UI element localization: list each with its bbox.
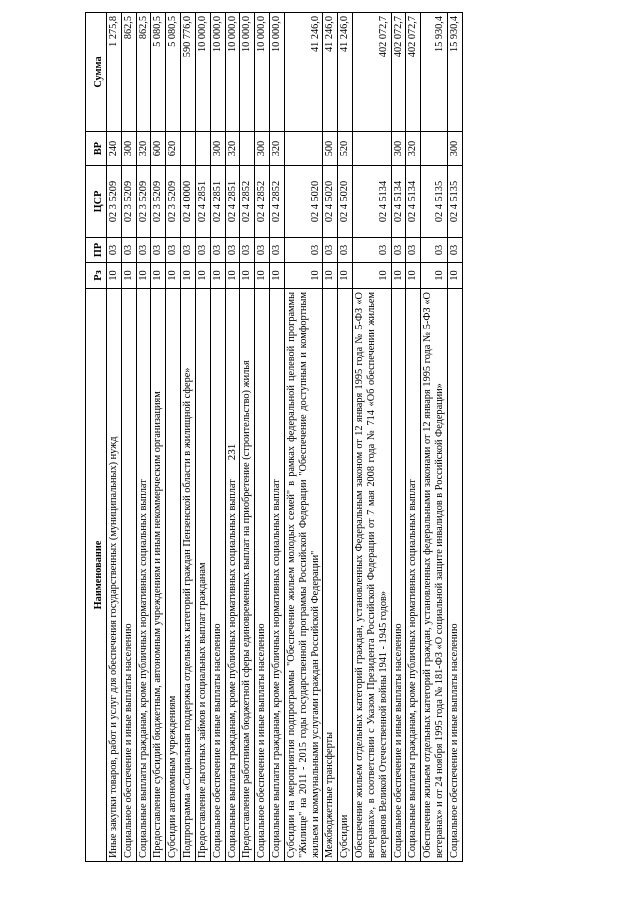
cell-name: Межбюджетные трансферты (323, 289, 338, 862)
cell-pr: 03 (121, 238, 136, 263)
table-row (195, 13, 210, 862)
cell-vr: 300 (210, 132, 225, 166)
budget-table (85, 12, 463, 862)
cell-pr: 03 (107, 238, 122, 263)
table-row (338, 13, 353, 862)
table-row (353, 13, 391, 862)
cell-rz: 10 (166, 263, 181, 289)
cell-name: Социальное обеспечение и иные выплаты населению (121, 289, 136, 862)
table-row (255, 13, 270, 862)
cell-pr: 03 (240, 238, 255, 263)
table-row (210, 13, 225, 862)
header-csr: ЦСР (86, 166, 107, 238)
cell-name: Социальное обеспечение и иные выплаты населению (447, 289, 462, 862)
cell-vr: 320 (270, 132, 285, 166)
cell-rz: 10 (447, 263, 462, 289)
table-row (240, 13, 255, 862)
cell-pr: 03 (406, 238, 421, 263)
cell-vr: 620 (166, 132, 181, 166)
cell-csr: 02 4 2852 (240, 166, 255, 238)
cell-pr: 03 (181, 238, 196, 263)
cell-sum: 862,5 (136, 13, 151, 132)
cell-sum: 10 000,0 (195, 13, 210, 132)
cell-csr: 02 4 5135 (447, 166, 462, 238)
table-row (166, 13, 181, 862)
cell-csr: 02 4 5020 (338, 166, 353, 238)
cell-rz: 10 (240, 263, 255, 289)
cell-sum: 10 000,0 (270, 13, 285, 132)
cell-pr: 03 (166, 238, 181, 263)
cell-sum: 5 080,5 (166, 13, 181, 132)
cell-rz: 10 (151, 263, 166, 289)
table-row (421, 13, 448, 862)
cell-rz: 10 (338, 263, 353, 289)
cell-pr: 03 (195, 238, 210, 263)
cell-vr (421, 132, 448, 166)
cell-rz: 10 (107, 263, 122, 289)
cell-csr: 02 4 5134 (406, 166, 421, 238)
cell-rz: 10 (391, 263, 406, 289)
cell-rz: 10 (195, 263, 210, 289)
cell-name: Предоставление льготных займов и социальных выплат гражданам (195, 289, 210, 862)
cell-vr (353, 132, 391, 166)
cell-sum: 41 246,0 (338, 13, 353, 132)
cell-name: Иные закупки товаров, работ и услуг для обеспечения государственных (муниципальных) нужд (107, 289, 122, 862)
table-row (391, 13, 406, 862)
table-body (107, 13, 463, 862)
cell-vr: 320 (225, 132, 240, 166)
cell-vr: 600 (151, 132, 166, 166)
cell-rz: 10 (210, 263, 225, 289)
cell-sum: 1 275,8 (107, 13, 122, 132)
cell-rz: 10 (323, 263, 338, 289)
cell-sum: 590 776,0 (181, 13, 196, 132)
cell-vr: 300 (447, 132, 462, 166)
cell-csr: 02 4 5134 (353, 166, 391, 238)
cell-csr: 02 4 0000 (181, 166, 196, 238)
cell-pr: 03 (151, 238, 166, 263)
cell-name: Обеспечение жильем отдельных категорий граждан, установленных Федеральным законом от 12 января 1995 года № 5-ФЗ «О ветеранах», в соответствии с Указом Президента Российской Федерации от 7 мая 2008 года № 714 «Об обеспечении жильем ветеранов Великой Отечественной войны 1941 - 1945 годов» (353, 289, 391, 862)
table-row (323, 13, 338, 862)
cell-sum: 10 000,0 (255, 13, 270, 132)
cell-csr: 02 4 5020 (323, 166, 338, 238)
cell-name: Субсидии (338, 289, 353, 862)
cell-rz: 10 (406, 263, 421, 289)
cell-pr: 03 (323, 238, 338, 263)
cell-pr: 03 (255, 238, 270, 263)
table-row (107, 13, 122, 862)
cell-csr: 02 3 5209 (151, 166, 166, 238)
table-row (151, 13, 166, 862)
cell-csr: 02 4 5134 (391, 166, 406, 238)
cell-name: Обеспечение жильем отдельных категорий граждан, установленных федеральными законами от 12 января 1995 года № 5-ФЗ «О ветеранах» и от 24 ноября 1995 года № 181-ФЗ «О социальной защите инвалидов в Российской Федерации» (421, 289, 448, 862)
cell-vr (181, 132, 196, 166)
cell-sum: 10 000,0 (225, 13, 240, 132)
cell-rz: 10 (225, 263, 240, 289)
cell-vr: 520 (338, 132, 353, 166)
cell-sum: 862,5 (121, 13, 136, 132)
cell-rz: 10 (284, 263, 322, 289)
cell-pr: 03 (338, 238, 353, 263)
cell-sum: 5 080,5 (151, 13, 166, 132)
cell-csr: 02 3 5209 (107, 166, 122, 238)
cell-csr: 02 3 5209 (136, 166, 151, 238)
cell-pr: 03 (225, 238, 240, 263)
cell-name: Социальное обеспечение и иные выплаты населению (391, 289, 406, 862)
header-sum: Сумма (86, 13, 107, 132)
cell-csr: 02 4 5135 (421, 166, 448, 238)
cell-pr: 03 (447, 238, 462, 263)
cell-name: Субсидии на мероприятия подпрограммы "Обеспечение жильем молодых семей" в рамках федеральной целевой программы "Жилище" на 2011 - 2015 годы государственной программы Российской Федерации "Обеспечение доступным и комфортным жильем и коммунальными услугами граждан Российской Федерации" (284, 289, 322, 862)
cell-name: Подпрограмма «Социальная поддержка отдельных категорий граждан Пензенской области в жилищной сфере» (181, 289, 196, 862)
cell-sum: 402 072,7 (406, 13, 421, 132)
table-row (406, 13, 421, 862)
cell-vr: 500 (323, 132, 338, 166)
cell-rz: 10 (353, 263, 391, 289)
cell-vr: 300 (255, 132, 270, 166)
table-header-row (86, 13, 107, 862)
cell-vr: 300 (121, 132, 136, 166)
cell-pr: 03 (136, 238, 151, 263)
cell-pr: 03 (210, 238, 225, 263)
cell-pr: 03 (391, 238, 406, 263)
cell-rz: 10 (121, 263, 136, 289)
cell-vr: 320 (406, 132, 421, 166)
cell-csr: 02 3 5209 (121, 166, 136, 238)
cell-csr: 02 4 2851 (225, 166, 240, 238)
cell-vr (240, 132, 255, 166)
cell-vr (195, 132, 210, 166)
header-pr: ПР (86, 238, 107, 263)
cell-sum: 41 246,0 (323, 13, 338, 132)
cell-csr: 02 4 2851 (195, 166, 210, 238)
cell-rz: 10 (270, 263, 285, 289)
cell-csr: 02 3 5209 (166, 166, 181, 238)
header-rz: Рз (86, 263, 107, 289)
cell-csr: 02 4 2852 (255, 166, 270, 238)
cell-sum: 41 246,0 (284, 13, 322, 132)
budget-table-container (85, 13, 554, 862)
cell-csr: 02 4 2852 (270, 166, 285, 238)
header-vr: ВР (86, 132, 107, 166)
cell-rz: 10 (255, 263, 270, 289)
table-row (225, 13, 240, 862)
cell-name: Предоставление субсидий бюджетным, автономным учреждениям и иным некоммерческим организациям (151, 289, 166, 862)
cell-pr: 03 (270, 238, 285, 263)
cell-vr: 300 (391, 132, 406, 166)
cell-pr: 03 (421, 238, 448, 263)
cell-sum: 10 000,0 (210, 13, 225, 132)
cell-sum: 15 930,4 (447, 13, 462, 132)
cell-vr: 320 (136, 132, 151, 166)
table-row (284, 13, 322, 862)
cell-name: Предоставление работникам бюджетной сферы единовременных выплат на приобретение (строительство) жилья (240, 289, 255, 862)
cell-rz: 10 (421, 263, 448, 289)
cell-name: Социальное обеспечение и иные выплаты населению (210, 289, 225, 862)
cell-sum: 10 000,0 (240, 13, 255, 132)
cell-name: Социальное обеспечение и иные выплаты населению (255, 289, 270, 862)
cell-vr: 240 (107, 132, 122, 166)
cell-sum: 15 930,4 (421, 13, 448, 132)
cell-rz: 10 (136, 263, 151, 289)
table-row (136, 13, 151, 862)
cell-rz: 10 (181, 263, 196, 289)
cell-sum: 402 072,7 (353, 13, 391, 132)
cell-name: Социальные выплаты гражданам, кроме публичных нормативных социальных выплат (136, 289, 151, 862)
cell-name: Социальные выплаты гражданам, кроме публичных нормативных социальных выплат (270, 289, 285, 862)
cell-csr: 02 4 2851 (210, 166, 225, 238)
cell-sum: 402 072,7 (391, 13, 406, 132)
cell-csr: 02 4 5020 (284, 166, 322, 238)
table-row (181, 13, 196, 862)
cell-vr (284, 132, 322, 166)
page-number: 231 (226, 443, 238, 461)
table-row (270, 13, 285, 862)
cell-name: Социальные выплаты гражданам, кроме публичных нормативных социальных выплат (406, 289, 421, 862)
table-row (447, 13, 462, 862)
cell-name: Социальные выплаты гражданам, кроме публичных нормативных социальных выплат (225, 289, 240, 862)
cell-pr: 03 (353, 238, 391, 263)
table-row (121, 13, 136, 862)
header-name: Наименование (86, 289, 107, 862)
cell-pr: 03 (284, 238, 322, 263)
cell-name: Субсидии автономным учреждениям (166, 289, 181, 862)
